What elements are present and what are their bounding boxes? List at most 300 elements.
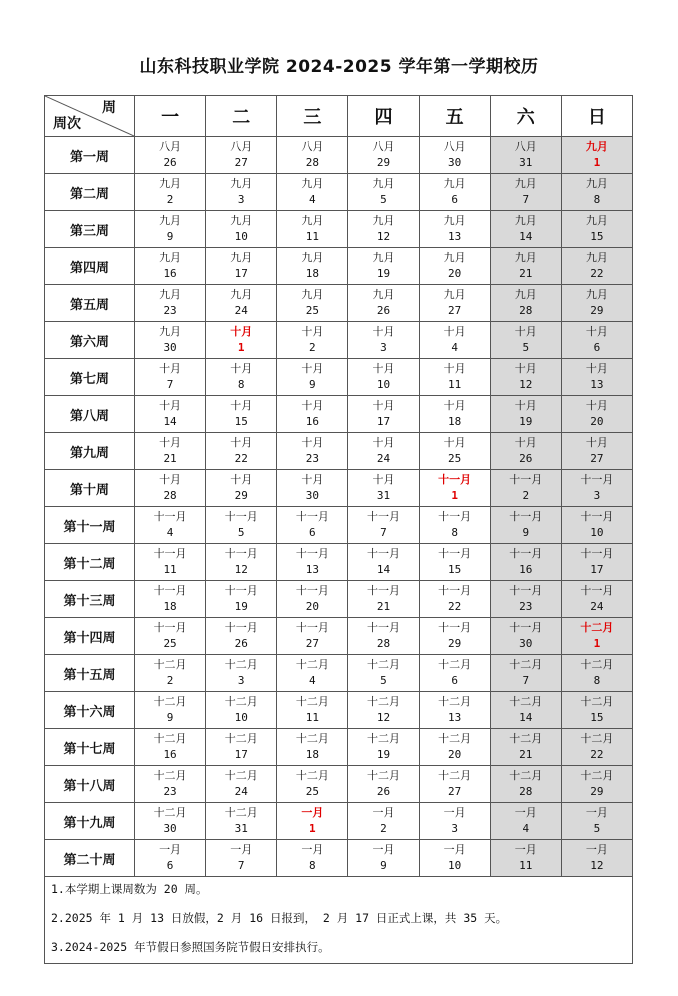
date-day: 28 [376, 637, 391, 650]
date-month: 九月 [372, 251, 395, 264]
date-cell [206, 359, 277, 396]
date-cell-holiday [277, 803, 348, 840]
date-month: 十月 [372, 325, 395, 338]
date-cell [206, 396, 277, 433]
note-item: 3.2024-2025 年节假日参照国务院节假日安排执行。 [51, 940, 330, 954]
day-header-fri: 五 [419, 96, 490, 137]
date-day: 15 [590, 230, 604, 243]
date-month: 十一月 [153, 510, 187, 523]
date-cell [206, 507, 277, 544]
date-day: 5 [380, 193, 387, 206]
date-cell [135, 470, 206, 507]
date-day: 22 [590, 267, 604, 280]
date-month: 十月 [514, 399, 537, 412]
date-day: 6 [593, 341, 601, 354]
day-header-wed: 三 [277, 96, 348, 137]
date-cell [419, 840, 490, 877]
date-cell [561, 322, 632, 359]
date-day: 23 [305, 452, 319, 465]
date-month: 十二月 [366, 732, 400, 745]
date-cell [419, 581, 490, 618]
week-label: 第一周 [45, 137, 135, 174]
date-month: 九月 [301, 177, 324, 190]
date-cell [135, 544, 206, 581]
date-month: 八月 [514, 140, 537, 153]
date-month: 九月 [585, 214, 608, 227]
week-row [45, 433, 633, 470]
date-day: 7 [522, 193, 530, 206]
date-month: 十一月 [153, 584, 187, 597]
date-day: 7 [522, 674, 530, 687]
date-day: 27 [234, 156, 248, 169]
date-cell [277, 137, 348, 174]
date-month: 十一月 [295, 547, 329, 560]
date-day: 30 [448, 156, 462, 169]
date-cell [277, 544, 348, 581]
week-label: 第八周 [45, 396, 135, 433]
date-day: 18 [448, 415, 462, 428]
date-month: 十月 [372, 473, 395, 486]
date-day: 19 [376, 748, 391, 761]
date-cell [561, 803, 632, 840]
date-month: 十二月 [153, 695, 187, 708]
date-month: 十一月 [438, 584, 472, 597]
date-day: 31 [519, 156, 533, 169]
date-cell [419, 729, 490, 766]
date-month: 九月 [372, 214, 395, 227]
date-cell [561, 470, 632, 507]
date-month: 十一月 [509, 510, 543, 523]
date-month: 八月 [159, 140, 182, 153]
date-cell [277, 248, 348, 285]
week-label: 第十三周 [45, 581, 135, 618]
date-cell [561, 544, 632, 581]
date-cell [348, 544, 419, 581]
date-day: 7 [237, 859, 245, 872]
date-month: 九月 [443, 214, 466, 227]
date-month: 十一月 [580, 584, 614, 597]
date-month: 十月 [301, 362, 324, 375]
corner-header-cell [45, 96, 135, 137]
date-month: 一月 [372, 806, 395, 819]
date-cell [135, 211, 206, 248]
date-cell [277, 433, 348, 470]
date-cell [490, 544, 561, 581]
date-month: 十月 [443, 325, 466, 338]
week-label: 第四周 [45, 248, 135, 285]
date-day: 11 [305, 711, 319, 724]
date-month: 十月 [372, 362, 395, 375]
date-day: 12 [376, 711, 391, 724]
date-day: 26 [519, 452, 533, 465]
date-cell [206, 803, 277, 840]
date-cell [419, 174, 490, 211]
date-month: 十二月 [224, 806, 258, 819]
date-cell [419, 655, 490, 692]
date-day: 8 [451, 526, 458, 539]
date-cell [490, 322, 561, 359]
date-month: 十月 [585, 325, 608, 338]
week-label: 第五周 [45, 285, 135, 322]
date-month: 十二月 [366, 658, 400, 671]
date-month: 十二月 [509, 769, 543, 782]
date-day: 22 [448, 600, 462, 613]
date-day: 27 [448, 785, 462, 798]
date-cell [490, 470, 561, 507]
date-day: 6 [451, 674, 458, 687]
date-cell [135, 359, 206, 396]
date-month: 十一月 [224, 621, 258, 634]
date-month: 十月 [372, 436, 395, 449]
date-cell [277, 174, 348, 211]
date-month: 一月 [514, 806, 537, 819]
date-month: 十二月 [509, 695, 543, 708]
date-day: 28 [163, 489, 177, 502]
week-row [45, 470, 633, 507]
date-month: 十二月 [153, 658, 187, 671]
date-month: 十二月 [580, 769, 614, 782]
date-month: 十月 [159, 473, 182, 486]
date-cell [561, 766, 632, 803]
date-month: 十月 [159, 362, 182, 375]
date-cell [135, 840, 206, 877]
date-day: 8 [237, 378, 245, 391]
date-cell [561, 729, 632, 766]
date-day: 8 [593, 674, 601, 687]
date-day: 1 [309, 822, 316, 835]
date-day: 14 [376, 563, 391, 576]
week-label: 第十九周 [45, 803, 135, 840]
date-day: 4 [451, 341, 458, 354]
date-day: 10 [448, 859, 462, 872]
date-cell [419, 618, 490, 655]
date-month: 十月 [443, 362, 466, 375]
date-month: 十二月 [509, 732, 543, 745]
date-month: 九月 [301, 251, 324, 264]
corner-weekno-label: 周次 [53, 116, 81, 132]
date-cell [135, 507, 206, 544]
date-month: 十月 [230, 362, 253, 375]
header-row [45, 96, 633, 137]
date-day: 21 [519, 748, 533, 761]
date-day: 14 [519, 230, 533, 243]
date-day: 5 [237, 526, 245, 539]
date-cell [206, 655, 277, 692]
week-row [45, 359, 633, 396]
date-month: 一月 [585, 843, 608, 856]
date-cell [419, 692, 490, 729]
week-row [45, 137, 633, 174]
date-cell [206, 211, 277, 248]
date-month: 十月 [301, 436, 324, 449]
date-cell [277, 285, 348, 322]
date-cell [348, 359, 419, 396]
date-month: 十二月 [295, 732, 329, 745]
date-cell [490, 507, 561, 544]
date-day: 1 [593, 156, 601, 169]
date-cell [561, 396, 632, 433]
date-day: 12 [234, 563, 248, 576]
date-day: 8 [309, 859, 316, 872]
date-month: 十月 [514, 436, 537, 449]
date-month: 十月 [301, 473, 324, 486]
date-month: 一月 [301, 806, 324, 819]
date-month: 十二月 [580, 695, 614, 708]
date-day: 3 [237, 674, 245, 687]
date-month: 十一月 [224, 584, 258, 597]
date-month: 十月 [585, 399, 608, 412]
date-cell [206, 248, 277, 285]
date-cell-holiday [561, 618, 632, 655]
date-month: 十二月 [438, 769, 472, 782]
date-cell [561, 507, 632, 544]
date-day: 23 [519, 600, 533, 613]
date-cell [348, 803, 419, 840]
date-cell [277, 618, 348, 655]
date-cell [348, 174, 419, 211]
date-day: 6 [166, 859, 174, 872]
date-cell-holiday [206, 322, 277, 359]
date-cell [348, 322, 419, 359]
date-month: 十二月 [224, 732, 258, 745]
date-month: 十月 [585, 362, 608, 375]
date-cell [561, 359, 632, 396]
date-month: 八月 [443, 140, 466, 153]
date-day: 10 [234, 711, 248, 724]
date-day: 3 [237, 193, 245, 206]
week-label: 第十五周 [45, 655, 135, 692]
date-day: 18 [305, 267, 319, 280]
day-header-thu: 四 [348, 96, 419, 137]
date-day: 29 [590, 785, 604, 798]
date-day: 25 [163, 637, 177, 650]
date-day: 30 [163, 341, 177, 354]
date-day: 17 [590, 563, 604, 576]
date-cell [348, 729, 419, 766]
date-month: 八月 [372, 140, 395, 153]
date-day: 13 [448, 711, 462, 724]
date-day: 13 [305, 563, 319, 576]
date-month: 九月 [585, 288, 608, 301]
date-month: 九月 [514, 214, 537, 227]
date-day: 17 [376, 415, 391, 428]
date-cell [419, 766, 490, 803]
week-label: 第二周 [45, 174, 135, 211]
date-month: 一月 [585, 806, 608, 819]
date-day: 20 [590, 415, 604, 428]
date-month: 十一月 [224, 510, 258, 523]
date-day: 27 [590, 452, 604, 465]
date-month: 九月 [159, 177, 182, 190]
date-day: 23 [163, 304, 177, 317]
date-month: 十月 [230, 436, 253, 449]
week-row [45, 211, 633, 248]
date-day: 5 [522, 341, 530, 354]
date-month: 十一月 [580, 473, 614, 486]
date-day: 27 [448, 304, 462, 317]
date-month: 十一月 [438, 473, 472, 486]
date-day: 11 [519, 859, 533, 872]
date-cell [348, 248, 419, 285]
date-cell [419, 211, 490, 248]
week-label: 第十八周 [45, 766, 135, 803]
week-row [45, 322, 633, 359]
date-day: 18 [305, 748, 319, 761]
date-day: 20 [305, 600, 319, 613]
date-cell [206, 137, 277, 174]
date-day: 14 [519, 711, 533, 724]
date-month: 十二月 [153, 769, 187, 782]
date-day: 4 [309, 193, 316, 206]
date-day: 23 [163, 785, 177, 798]
date-month: 十一月 [366, 584, 400, 597]
date-month: 九月 [514, 177, 537, 190]
date-month: 十月 [230, 473, 253, 486]
date-month: 十二月 [580, 621, 614, 634]
date-month: 九月 [159, 214, 182, 227]
date-month: 十一月 [153, 621, 187, 634]
date-month: 十一月 [366, 547, 400, 560]
date-day: 30 [519, 637, 533, 650]
date-day: 2 [166, 674, 174, 687]
date-month: 十二月 [580, 732, 614, 745]
date-cell [348, 655, 419, 692]
date-cell [348, 211, 419, 248]
date-day: 19 [234, 600, 248, 613]
date-month: 十月 [443, 399, 466, 412]
date-month: 九月 [372, 288, 395, 301]
date-month: 十二月 [153, 806, 187, 819]
date-cell [206, 729, 277, 766]
week-row [45, 174, 633, 211]
date-day: 1 [593, 637, 601, 650]
date-day: 27 [305, 637, 319, 650]
date-cell [348, 766, 419, 803]
date-cell [135, 433, 206, 470]
date-month: 十一月 [438, 621, 472, 634]
week-label: 第十六周 [45, 692, 135, 729]
date-cell [277, 655, 348, 692]
date-day: 21 [163, 452, 177, 465]
date-month: 九月 [230, 251, 253, 264]
date-day: 25 [448, 452, 462, 465]
date-cell [419, 396, 490, 433]
day-header-sat: 六 [490, 96, 561, 137]
date-month: 十一月 [509, 584, 543, 597]
date-month: 一月 [443, 806, 466, 819]
date-day: 8 [593, 193, 601, 206]
date-day: 24 [234, 304, 248, 317]
date-cell [206, 766, 277, 803]
date-day: 9 [380, 859, 387, 872]
date-cell [419, 544, 490, 581]
date-month: 十月 [159, 399, 182, 412]
date-month: 十二月 [509, 658, 543, 671]
date-month: 十一月 [580, 547, 614, 560]
date-day: 26 [163, 156, 177, 169]
date-cell [561, 655, 632, 692]
date-day: 24 [234, 785, 248, 798]
date-month: 九月 [443, 288, 466, 301]
date-cell [348, 581, 419, 618]
date-cell [277, 396, 348, 433]
date-month: 十二月 [438, 732, 472, 745]
date-month: 十二月 [295, 695, 329, 708]
date-cell [206, 285, 277, 322]
date-cell [277, 322, 348, 359]
date-day: 26 [376, 304, 391, 317]
date-month: 九月 [159, 325, 182, 338]
date-cell [135, 581, 206, 618]
date-cell [561, 433, 632, 470]
date-day: 16 [519, 563, 533, 576]
date-day: 9 [166, 711, 174, 724]
week-label: 第六周 [45, 322, 135, 359]
date-month: 一月 [443, 843, 466, 856]
date-day: 28 [519, 304, 533, 317]
date-month: 十月 [230, 399, 253, 412]
week-row [45, 803, 633, 840]
date-cell [490, 618, 561, 655]
date-day: 11 [163, 563, 177, 576]
date-cell [561, 581, 632, 618]
date-day: 5 [380, 674, 387, 687]
date-cell [277, 359, 348, 396]
date-day: 12 [376, 230, 391, 243]
date-cell [277, 211, 348, 248]
date-cell [348, 285, 419, 322]
week-row [45, 581, 633, 618]
week-label: 第十四周 [45, 618, 135, 655]
date-cell [206, 544, 277, 581]
date-day: 22 [234, 452, 248, 465]
date-day: 3 [451, 822, 458, 835]
date-cell [135, 322, 206, 359]
week-label: 第十二周 [45, 544, 135, 581]
date-month: 八月 [301, 140, 324, 153]
date-cell [348, 137, 419, 174]
week-row [45, 766, 633, 803]
date-cell [490, 692, 561, 729]
date-day: 2 [380, 822, 387, 835]
date-cell [561, 174, 632, 211]
date-day: 20 [448, 267, 462, 280]
date-cell [419, 803, 490, 840]
date-day: 16 [163, 748, 177, 761]
date-day: 12 [519, 378, 533, 391]
date-day: 7 [166, 378, 174, 391]
date-cell [561, 692, 632, 729]
notes-box [44, 875, 633, 964]
week-row [45, 507, 633, 544]
date-day: 28 [305, 156, 319, 169]
date-cell-holiday [561, 137, 632, 174]
corner-week-label: 周 [102, 100, 116, 116]
date-day: 16 [305, 415, 319, 428]
week-label: 第十一周 [45, 507, 135, 544]
date-month: 十一月 [438, 510, 472, 523]
date-day: 31 [234, 822, 248, 835]
date-month: 十二月 [438, 658, 472, 671]
date-cell [277, 581, 348, 618]
date-month: 九月 [514, 251, 537, 264]
date-day: 14 [163, 415, 177, 428]
date-day: 4 [166, 526, 174, 539]
date-month: 十二月 [295, 658, 329, 671]
week-label: 第九周 [45, 433, 135, 470]
date-month: 十二月 [438, 695, 472, 708]
date-month: 九月 [301, 288, 324, 301]
